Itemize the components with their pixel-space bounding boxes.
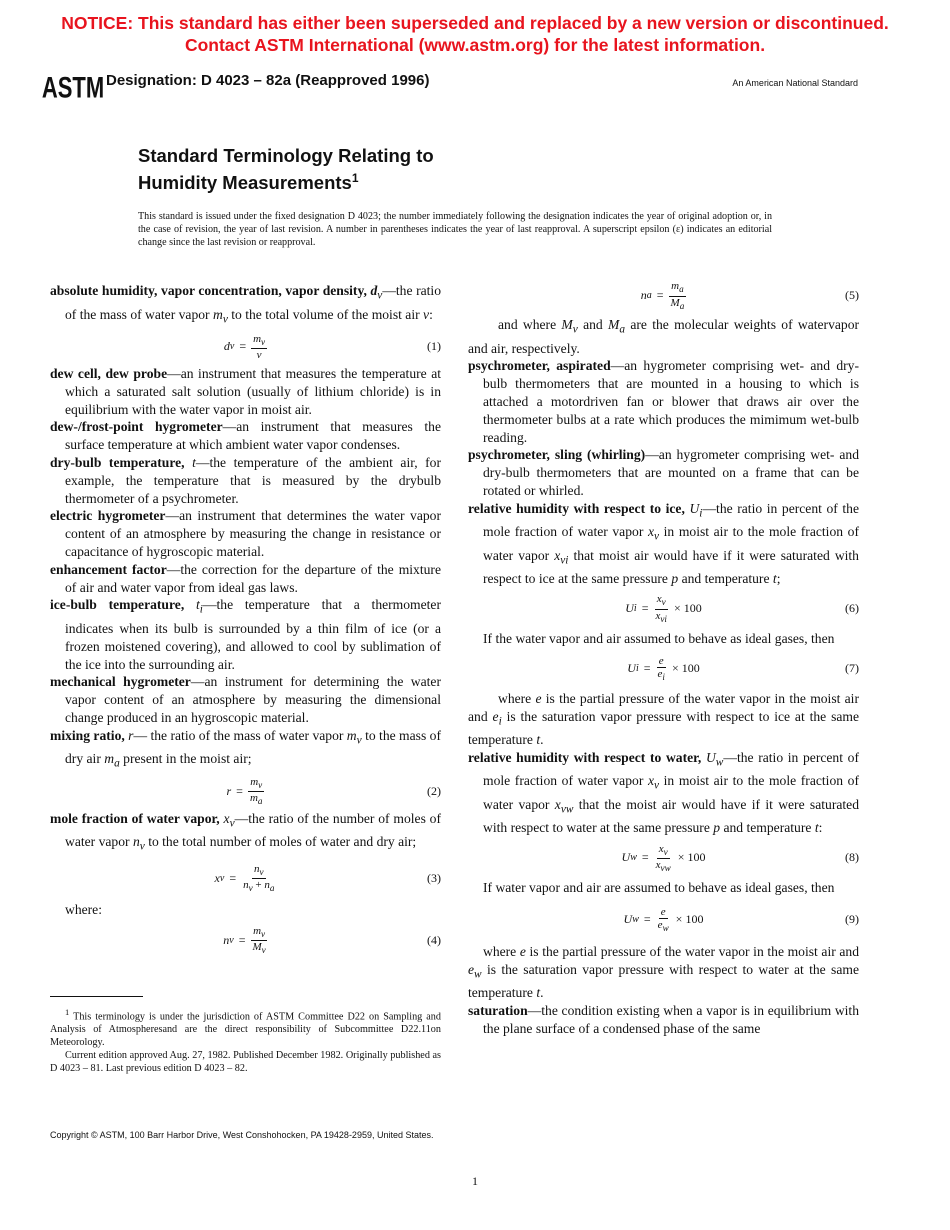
denominator-sub: w	[662, 923, 669, 934]
fraction	[656, 906, 671, 934]
symbol: t	[536, 732, 541, 748]
entry-relative-humidity-ice	[468, 500, 859, 588]
denominator-sub: v	[261, 945, 266, 956]
fraction	[251, 333, 267, 361]
definition: the ratio of the mass of water vapor	[65, 283, 442, 322]
equation-8	[468, 837, 859, 879]
term: mole fraction of water vapor,	[50, 810, 220, 826]
eq-lhs: x	[214, 870, 220, 885]
right-column	[468, 282, 859, 1038]
definition: —the ratio in percent of mole fraction of water vapor	[483, 749, 859, 789]
definition: —an hygrometer comprising wet- and dry-bulb thermometers that are mounted in a housing to which is attached a motordriven fan or blower that draws air over the thermometer bulbs at a rate which produces the mimimum wet-bulb reading.	[483, 358, 859, 445]
eq-lhs-sub: w	[630, 852, 637, 864]
definition: —an instrument for determining the water vapor content of an atmosphere by measuring the dimensional change produced in an hygroscopic material.	[65, 674, 441, 725]
punct: :	[429, 306, 433, 322]
eq-lhs: U	[623, 912, 633, 927]
subscript: v	[222, 313, 228, 326]
term: mixing ratio,	[50, 727, 125, 743]
symbol: m	[104, 751, 115, 767]
denominator: e	[657, 918, 663, 931]
symbol: x	[647, 773, 654, 789]
supersession-notice	[0, 12, 950, 56]
definition: that the moist air would have if it were saturated with respect to water at the same pressure	[483, 796, 859, 836]
subscript: a	[619, 323, 626, 336]
page-number: 1	[472, 1174, 478, 1188]
denominator-a: n	[243, 879, 249, 892]
subscript: v	[229, 817, 235, 830]
eq-lhs: n	[640, 288, 647, 303]
symbol: x	[554, 547, 561, 563]
numerator: e	[660, 905, 666, 918]
fraction	[654, 843, 673, 874]
footnote-text: This terminology is under the jurisdiction of ASTM Committee D22 on Sampling and Analysis of Atmospheresand are the direct responsibility of Subcommittee D22.11on Meteorology.	[50, 1011, 441, 1049]
equation-number: (5)	[845, 288, 859, 303]
term: saturation	[468, 1003, 528, 1019]
equation-number: (2)	[427, 783, 441, 798]
entry-ice-bulb	[50, 596, 441, 673]
eq-sign: =	[643, 912, 651, 927]
entry-absolute-humidity	[50, 282, 441, 329]
denominator: x	[655, 609, 661, 622]
subscript: v	[572, 323, 578, 336]
numerator-sub: v	[261, 929, 266, 940]
symbol: n	[132, 834, 140, 850]
symbol: v	[423, 306, 430, 322]
symbol: r	[128, 727, 134, 743]
eq-sign: =	[229, 870, 237, 885]
symbol: e	[468, 961, 475, 977]
plus-sign: +	[255, 879, 262, 892]
equation-6	[468, 588, 859, 630]
definition: —an instrument that measures the temperature at which a saturated salt solution (usually of lithium chloride) is in equilibrium with the water vapor in moist air.	[65, 366, 442, 417]
eq-lhs: d	[223, 339, 230, 354]
equation-number: (6)	[845, 601, 859, 616]
numerator-sub: v	[261, 337, 266, 348]
numerator: n	[253, 863, 260, 876]
numerator-sub: v	[661, 597, 666, 608]
definition: that moist air would have if it were saturated with respect to ice at the same pressure	[483, 547, 859, 587]
footnote-paragraph-2: Current edition approved Aug. 27, 1982. Published December 1982. Originally published as D 4023 – 81. Last previous edition D 4023 – 82.	[50, 1050, 441, 1075]
equation-1	[50, 329, 441, 365]
symbol: d	[370, 283, 378, 298]
eq-lhs-sub: i	[635, 662, 639, 674]
text: is the saturation vapor pressure with respect to water at the same temperature	[468, 961, 859, 1001]
subscript: i	[498, 715, 502, 728]
equation-3	[50, 857, 441, 901]
punct: .	[540, 985, 544, 1001]
text: and	[583, 317, 603, 332]
numerator: e	[658, 654, 664, 667]
definition: to the total volume of the moist air	[231, 306, 420, 322]
entry-psychrometer-sling	[468, 446, 859, 499]
equation-number: (7)	[845, 660, 859, 675]
term: enhancement factor	[50, 561, 167, 577]
denominator: M	[252, 941, 262, 954]
equation-9	[468, 897, 859, 943]
symbol: x	[647, 524, 654, 540]
subscript: v	[139, 840, 145, 853]
definition: in moist air to the mole fraction of water vapor	[483, 773, 859, 812]
numerator-sub: v	[258, 780, 263, 791]
text: is the partial pressure of the water vapor in the moist air and	[468, 690, 859, 724]
subscript: vi	[560, 554, 569, 567]
term: mechanical hygrometer	[50, 674, 191, 690]
subscript: w	[715, 756, 724, 769]
intro-paragraph: This standard is issued under the fixed designation D 4023; the number immediately following the designation indicates the year of original adoption or, in the case of revision, the year of last revision. A number in parentheses indicates the year of last reapproval. A superscript epsilon (ε) indicates an editorial change since the last revision or reapproval.	[138, 211, 772, 248]
symbol: e	[492, 708, 499, 724]
denominator-sub: vi	[660, 613, 667, 624]
denominator-b: n	[264, 879, 270, 892]
definition: —the correction for the departure of the mixture of air and water vapor from ideal gas laws.	[65, 561, 441, 595]
symbol: p	[671, 571, 679, 587]
fraction	[669, 280, 687, 311]
title-footnote-mark: 1	[351, 171, 359, 185]
symbol: t	[772, 571, 777, 587]
subscript: a	[114, 757, 120, 770]
notice-line-2: Contact ASTM International (www.astm.org) for the latest information.	[184, 35, 766, 55]
dash: —	[382, 283, 396, 298]
eq-sign: =	[239, 339, 247, 354]
equation-number: (8)	[845, 850, 859, 865]
fraction	[250, 925, 267, 956]
definition: to the total number of moles of water and dry air;	[148, 834, 417, 850]
subscript: v	[654, 780, 660, 793]
equation-number: (4)	[427, 932, 441, 947]
definition: —an instrument that determines the water vapor content of an atmosphere by measuring the change in resistance or capacitance of hygroscopic material.	[65, 508, 441, 559]
fraction	[656, 655, 667, 683]
term: absolute humidity, vapor concentration, vapor density,	[50, 283, 367, 298]
designation: Designation: D 4023 – 82a (Reapproved 1996)	[106, 72, 430, 89]
numerator-sub: a	[679, 284, 684, 295]
numerator: x	[656, 593, 662, 606]
equation-number: (9)	[845, 912, 859, 927]
symbol: t	[814, 820, 819, 836]
equation-4	[50, 919, 441, 963]
subscript: v	[377, 289, 383, 302]
entry-relative-humidity-water	[468, 749, 859, 837]
eq-sign: =	[643, 660, 651, 675]
molecular-weights-paragraph	[468, 316, 859, 357]
eq-lhs: U	[625, 601, 634, 616]
definition: and temperature	[681, 571, 770, 587]
ideal-gas-paragraph-ice: If the water vapor and air assumed to behave as ideal gases, then	[483, 631, 835, 647]
partial-pressure-ice-paragraph	[468, 690, 859, 749]
eq-sign: =	[656, 288, 664, 303]
footnote-mark: 1	[65, 1007, 70, 1017]
eq-lhs: n	[223, 932, 230, 947]
symbol: U	[705, 749, 716, 765]
definition: —the temperature of the ambient air, for example, the temperature that is measured by the drybulb thermometer of a psychrometer.	[65, 455, 442, 506]
footnote-rule	[50, 996, 143, 997]
term: dew cell, dew probe	[50, 366, 168, 382]
text: where	[483, 944, 517, 960]
term: dry-bulb temperature,	[50, 455, 185, 471]
eq-lhs-sub: v	[229, 934, 234, 946]
partial-pressure-water-paragraph	[468, 943, 859, 1002]
times-100: × 100	[675, 912, 704, 927]
eq-lhs-sub: w	[632, 914, 639, 926]
ideal-gas-paragraph-water: If water vapor and air are assumed to behave as ideal gases, then	[483, 880, 835, 896]
symbol: x	[223, 810, 230, 826]
subscript: v	[654, 530, 660, 543]
subscript: w	[474, 968, 482, 981]
where-label: where:	[65, 901, 102, 917]
denominator-a-sub: v	[248, 883, 253, 894]
term: ice-bulb temperature,	[50, 597, 185, 613]
denominator: m	[249, 792, 258, 805]
definition: —the ratio of the number of moles of water vapor	[65, 810, 442, 850]
equation-5	[468, 278, 859, 314]
copyright: Copyright © ASTM, 100 Barr Harbor Drive, West Conshohocken, PA 19428-2959, United States.	[50, 1130, 434, 1140]
left-column	[50, 282, 441, 963]
denominator-sub: i	[662, 671, 665, 682]
subscript: v	[356, 734, 362, 747]
symbol: M	[561, 317, 573, 332]
definition: and temperature	[723, 820, 812, 836]
eq-sign: =	[641, 601, 649, 616]
entry-psychrometer-aspirated	[468, 357, 859, 446]
eq-sign: =	[236, 783, 243, 798]
text: is the partial pressure of the water vapor in the moist air and	[529, 944, 860, 960]
definition: —the temperature that a thermometer indicates when its bulb is surrounded by a thin film of ice (or a frozen moistened covering), and allowed to cool by sublimation of the ice into the surrounding air.	[65, 597, 441, 672]
denominator-sub: vw	[660, 862, 671, 873]
definition: present in the moist air;	[123, 751, 252, 767]
term: psychrometer, sling (whirling)	[468, 447, 646, 463]
title-line-2-wrap	[138, 167, 434, 194]
definition: — the ratio of the mass of water vapor	[133, 727, 344, 743]
denominator-b-sub: a	[269, 883, 275, 894]
svg-text:ASTM: ASTM	[41, 70, 105, 105]
denominator: v	[256, 349, 262, 362]
definition: in moist air to the mole fraction of water vapor	[483, 524, 859, 563]
term: dew-/frost-point hygrometer	[50, 419, 223, 435]
eq-lhs: U	[621, 850, 631, 865]
entry-mechanical-hygrometer	[50, 673, 441, 726]
denominator-sub: a	[679, 300, 685, 311]
footnote-paragraph-1	[50, 1006, 441, 1049]
punct: ;	[776, 571, 781, 587]
term: relative humidity with respect to water,	[468, 749, 702, 765]
definition: to the mass of dry air	[65, 727, 441, 767]
numerator-sub: v	[259, 867, 264, 878]
symbol: m	[212, 306, 223, 322]
numerator-sub: v	[663, 846, 668, 857]
subscript: i	[199, 604, 203, 617]
symbol: t	[536, 985, 541, 1001]
text: and where	[498, 317, 557, 332]
denominator: x	[655, 858, 661, 871]
times-100: × 100	[673, 601, 702, 616]
symbol: t	[192, 455, 196, 471]
eq-lhs-sub: v	[219, 872, 225, 884]
times-100: × 100	[671, 660, 700, 675]
symbol: t	[196, 597, 200, 613]
denominator: M	[670, 296, 680, 309]
entry-saturation	[468, 1002, 859, 1038]
entry-dry-bulb	[50, 454, 441, 507]
numerator: m	[253, 924, 262, 937]
numerator: m	[250, 776, 259, 789]
fraction	[653, 593, 669, 624]
astm-logo	[41, 64, 105, 108]
entry-enhancement-factor	[50, 561, 441, 597]
symbol: e	[535, 690, 542, 706]
text: where	[498, 690, 532, 706]
symbol: x	[554, 796, 561, 812]
symbol: e	[519, 944, 526, 960]
equation-number: (3)	[427, 870, 441, 885]
subscript: vw	[560, 803, 574, 816]
entry-electric-hygrometer	[50, 507, 441, 560]
symbol: M	[608, 317, 620, 332]
times-100: × 100	[677, 850, 706, 865]
text: are the molecular weights of watervapor and air, respectively.	[468, 317, 860, 356]
equation-2	[50, 774, 441, 810]
symbol: U	[689, 500, 700, 516]
text: is the saturation vapor pressure with respect to ice at the same temperature	[468, 708, 860, 748]
entry-mole-fraction	[50, 810, 441, 857]
term: relative humidity with respect to ice,	[468, 500, 685, 516]
footnote	[50, 1006, 441, 1075]
numerator: m	[253, 332, 262, 345]
numerator: m	[671, 280, 680, 293]
denominator: e	[657, 667, 663, 680]
eq-lhs-sub: a	[646, 290, 652, 302]
title-line-1: Standard Terminology Relating to	[138, 145, 434, 166]
national-standard-label: An American National Standard	[732, 78, 858, 88]
eq-lhs: U	[627, 660, 636, 675]
definition: —the condition existing when a vapor is in equilibrium with the plane surface of a condensed phase of the same	[483, 1003, 859, 1036]
punct: .	[540, 732, 544, 748]
entry-dew-frost-point	[50, 418, 441, 454]
notice-line-1: NOTICE: This standard has either been superseded and replaced by a new version or discontinued.	[61, 13, 889, 33]
fraction	[241, 863, 276, 894]
eq-lhs-sub: i	[633, 603, 637, 615]
equation-number: (1)	[427, 339, 441, 354]
numerator: x	[658, 842, 664, 855]
entry-dew-cell	[50, 365, 441, 418]
subscript: i	[699, 507, 703, 520]
symbol: p	[713, 820, 721, 836]
term: psychrometer, aspirated	[468, 358, 611, 374]
eq-sign: =	[238, 932, 246, 947]
term: electric hygrometer	[50, 508, 166, 524]
symbol: m	[346, 727, 357, 743]
fraction	[248, 776, 265, 807]
title-line-2: Humidity Measurements	[138, 172, 352, 194]
eq-lhs: r	[226, 783, 232, 798]
denominator-sub: a	[257, 796, 263, 807]
eq-sign: =	[641, 850, 649, 865]
definition: —the ratio in percent of the mole fraction of water vapor	[483, 500, 860, 540]
definition: —an instrument that measures the surface temperature at which ambient water vapor condenses.	[65, 419, 441, 453]
eq-lhs-sub: v	[229, 341, 235, 353]
definition: —an hygrometer comprising wet- and dry-bulb thermometers that are mounted on a frame that can be rotated or whirled.	[483, 447, 860, 498]
document-title	[138, 144, 434, 194]
equation-7	[468, 648, 859, 690]
punct: :	[818, 820, 823, 836]
entry-mixing-ratio	[50, 727, 441, 774]
